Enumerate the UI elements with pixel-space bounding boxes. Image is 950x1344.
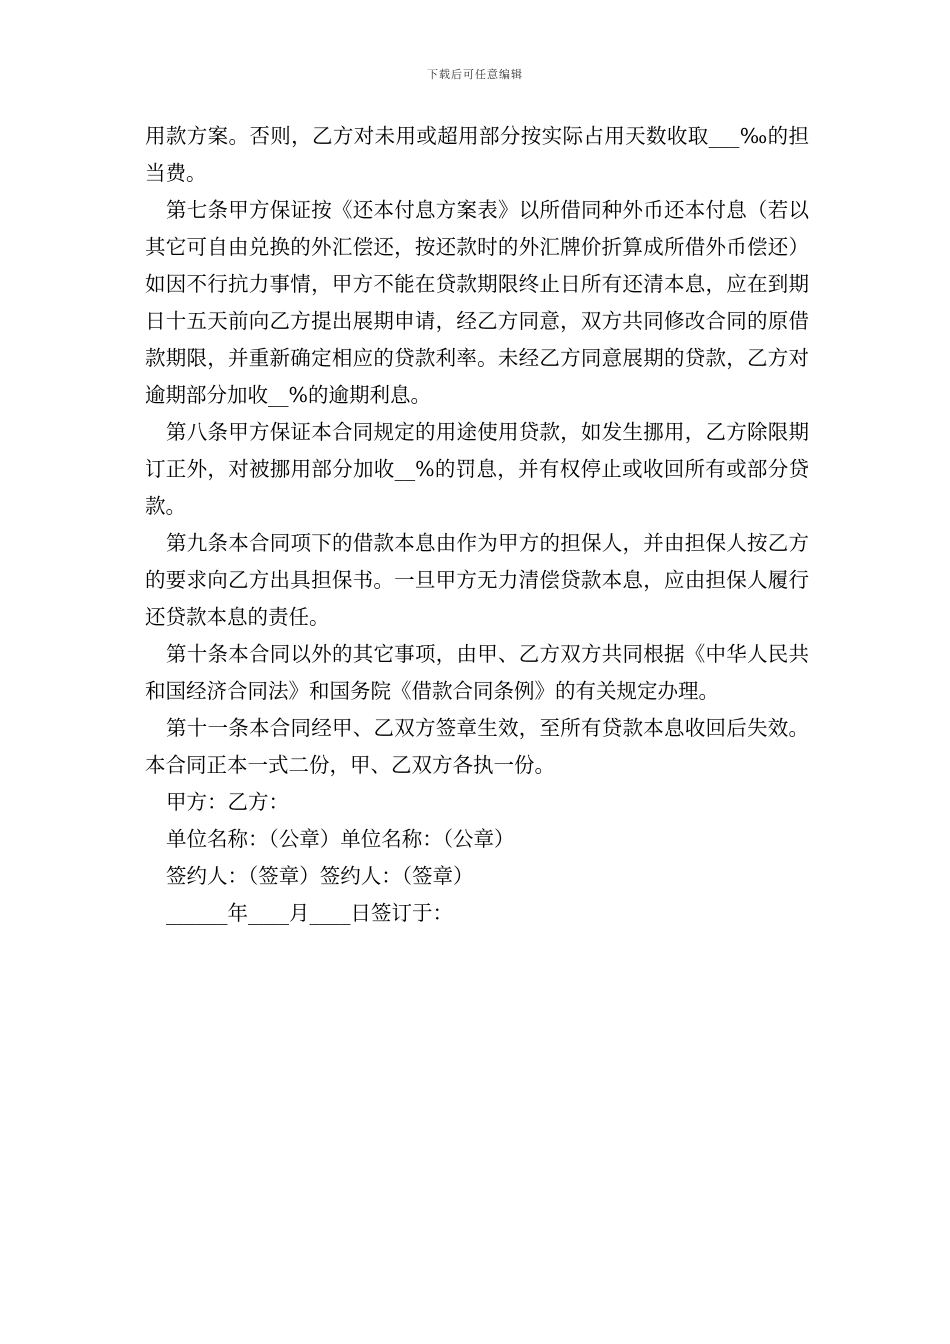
paragraph-article-10: 第十条本合同以外的其它事项，由甲、乙方双方共同根据《中华人民共和国经济合同法》和国务院《借款合同条例》的有关规定办理。 (145, 642, 809, 703)
signature-signers: 签约人：（签章）签约人：（签章） (166, 864, 474, 888)
paragraph-article-7: 第七条甲方保证按《还本付息方案表》以所借同种外币还本付息（若以其它可自由兑换的外汇偿还，按还款时的外汇牌价折算成所借外币偿还）如因不行抗力事情，甲方不能在贷款期限终止日所有还清本息，应在到期日十五天前向乙方提出展期申请，经乙方同意，双方共同修改合同的原借款期限，并重新确定相应的贷款利率。未经乙方同意展期的贷款，乙方对逾期部分加收__%的逾期利息。 (145, 198, 809, 407)
signature-date: ______年____月____日签订于： (166, 901, 453, 925)
paragraph-article-8: 第八条甲方保证本合同规定的用途使用贷款，如发生挪用，乙方除限期订正外，对被挪用部分加收__%的罚息，并有权停止或收回所有或部分贷款。 (145, 420, 809, 518)
page-header: 下载后可任意编辑 (427, 68, 523, 81)
signature-parties: 甲方：乙方： (166, 790, 289, 814)
signature-unit-names: 单位名称：（公章）单位名称：（公章） (166, 827, 515, 851)
paragraph-article-11: 第十一条本合同经甲、乙双方签章生效，至所有贷款本息收回后失效。本合同正本一式二份，甲、乙双方各执一份。 (145, 716, 809, 777)
paragraph-payment-plan: 用款方案。否则，乙方对未用或超用部分按实际占用天数收取___‰的担当费。 (145, 124, 809, 185)
document-body (145, 118, 809, 932)
paragraph-article-9: 第九条本合同项下的借款本息由作为甲方的担保人，并由担保人按乙方的要求向乙方出具担保书。一旦甲方无力清偿贷款本息，应由担保人履行还贷款本息的责任。 (145, 531, 809, 629)
